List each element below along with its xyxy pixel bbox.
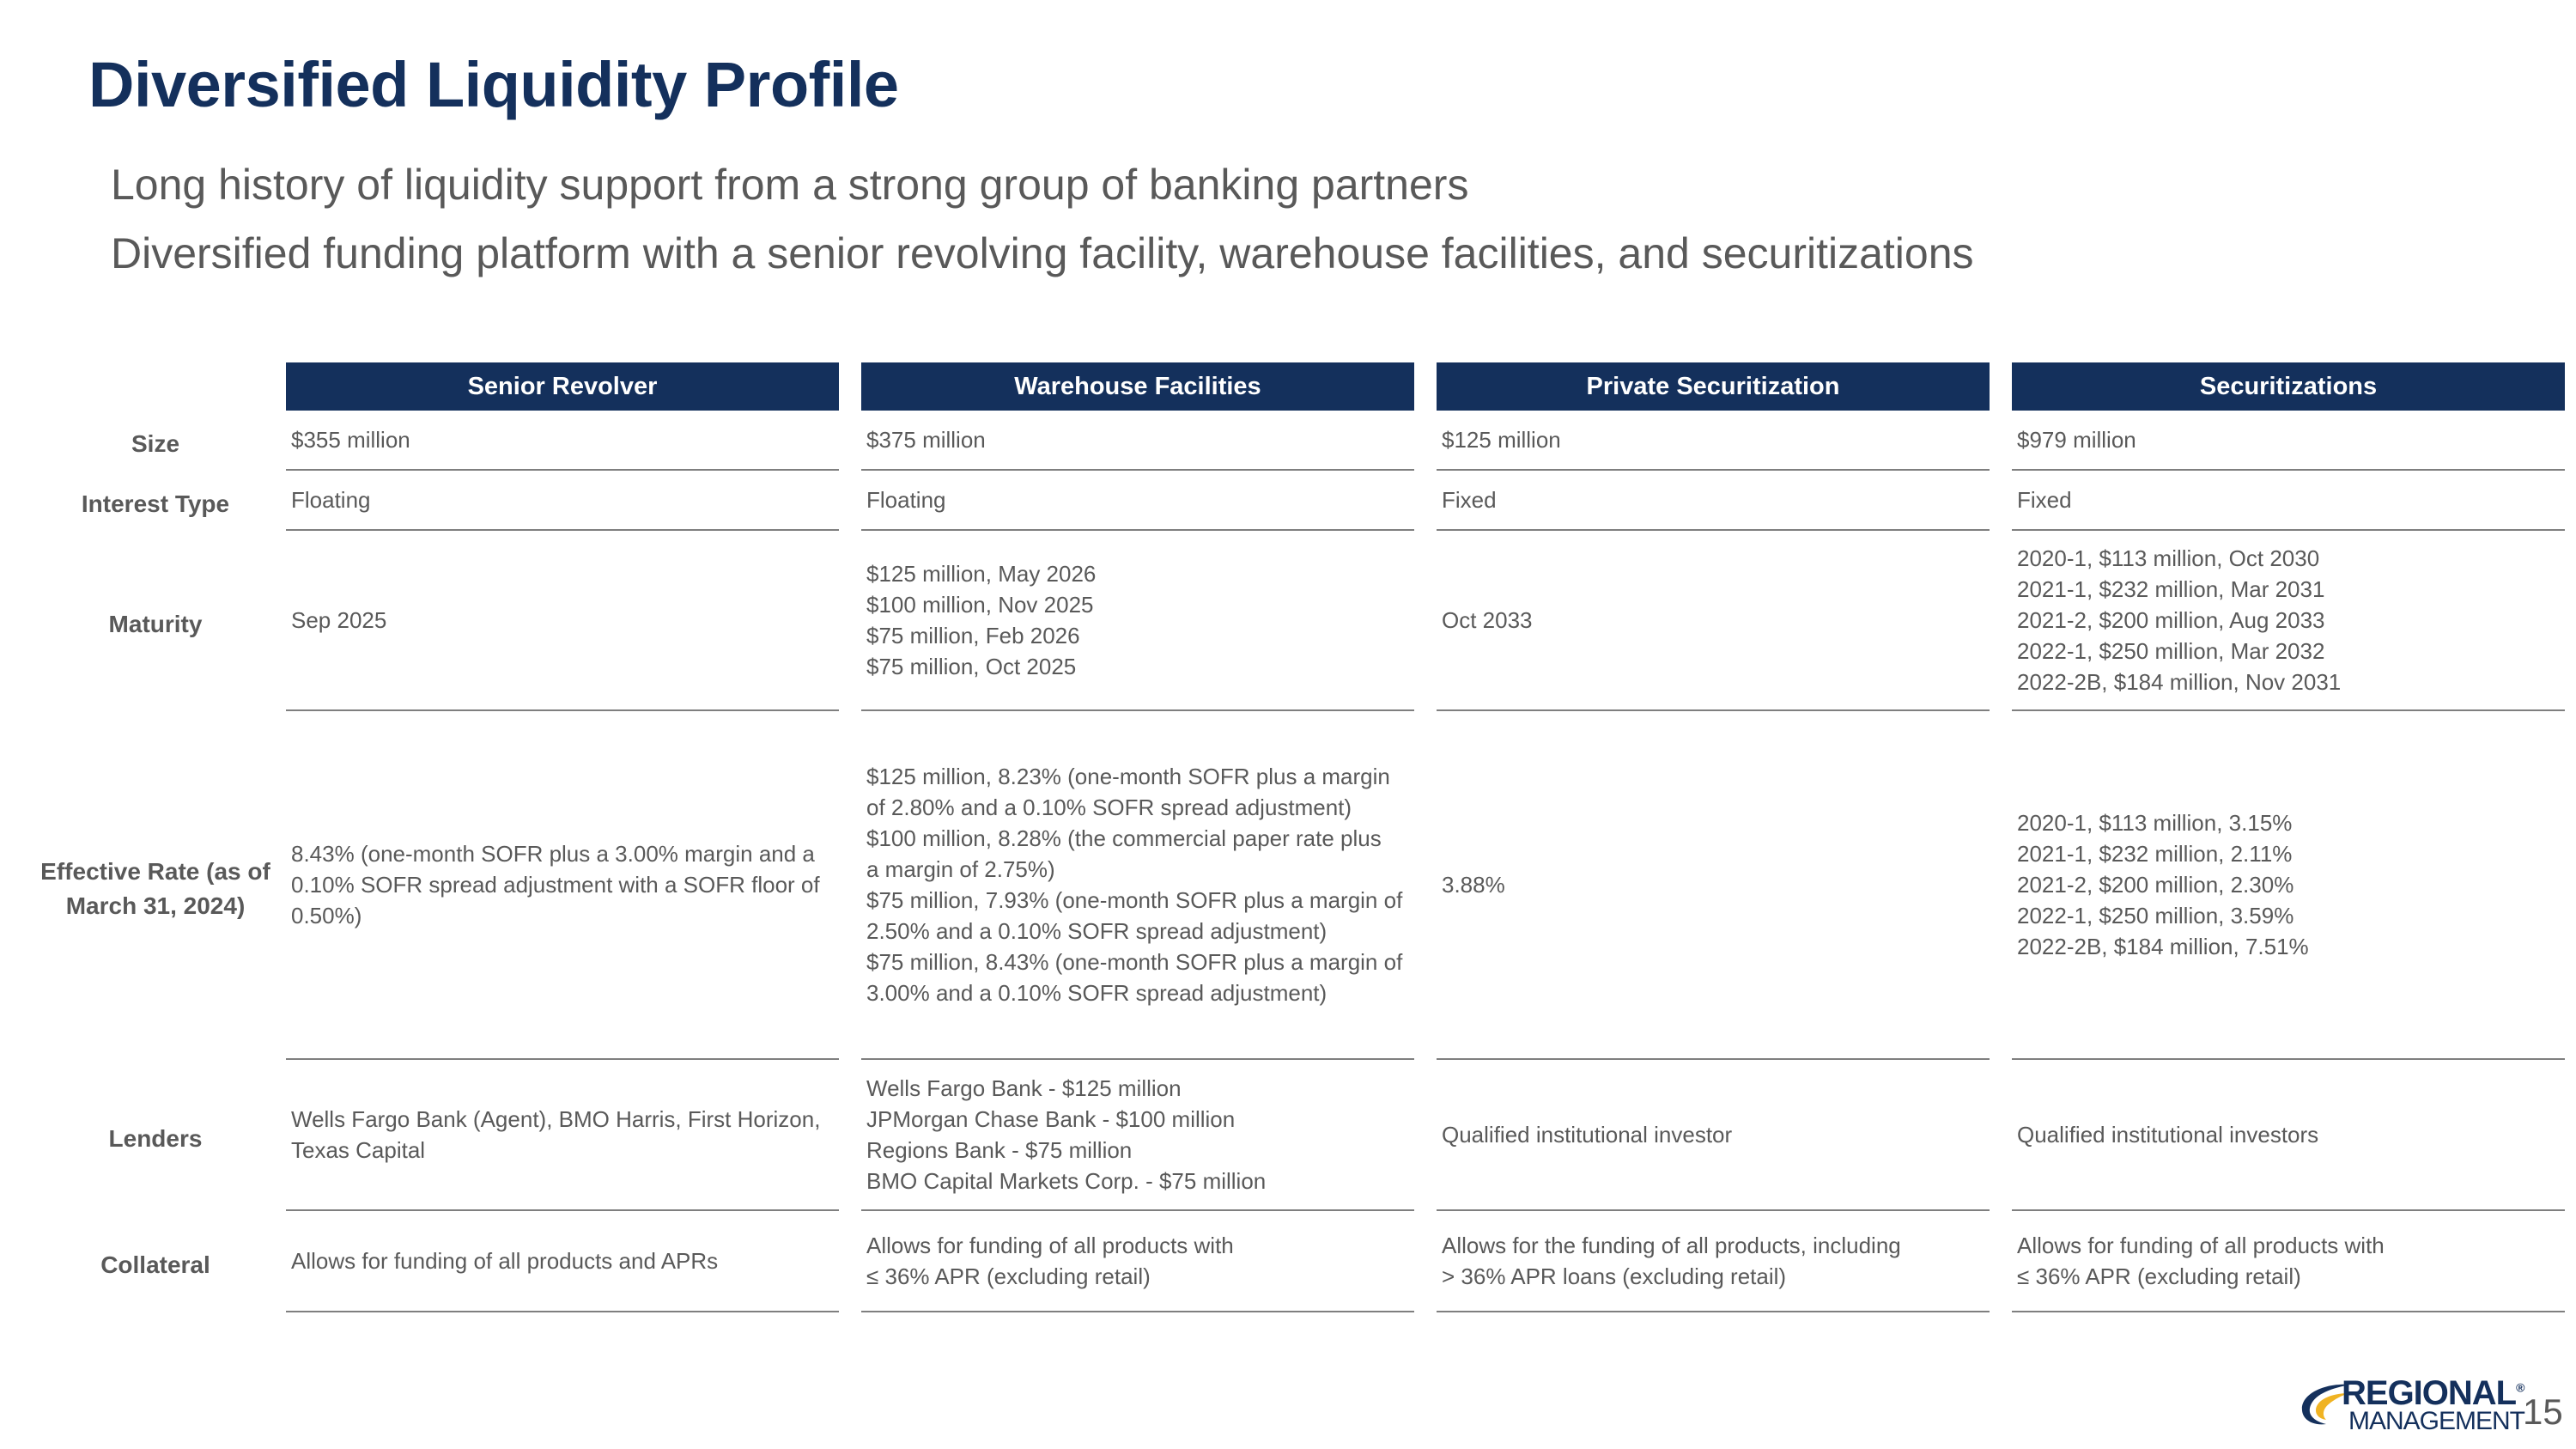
cell-text: Wells Fargo Bank (Agent), BMO Harris, First Horizon, Texas Capital xyxy=(291,1106,821,1163)
row-label-collateral: Collateral xyxy=(100,1251,210,1278)
cell-size xyxy=(861,411,1414,471)
cell-effective-rate xyxy=(286,711,839,1060)
cell-text: $125 million, 8.23% (one-month SOFR plus a margin of 2.80% and a 0.10% SOFR spread adjustment) $100 million, 8.28% (the commercial paper rate plus a margin of 2.75%) $75 million, 7.93% (one-month SOFR plus a margin of 2.50% and a 0.10% SOFR spread adjustment) $75 million, 8.43% (one-month SOFR plus a margin of 3.00% and a 0.10% SOFR spread adjustment) xyxy=(866,764,1403,1006)
logo-line2: MANAGEMENT xyxy=(2348,1407,2525,1435)
cell-lenders xyxy=(1437,1060,1990,1211)
cell-effective-rate xyxy=(861,711,1414,1060)
column-warehouse-facilities xyxy=(861,362,1414,1289)
cell-text: Allows for funding of all products with ≤ 36% APR (excluding retail) xyxy=(2017,1233,2385,1289)
cell-interest-type xyxy=(2012,471,2565,531)
regional-management-logo xyxy=(2297,1374,2525,1436)
column-private-securitization xyxy=(1437,362,1990,1289)
cell-maturity xyxy=(286,531,839,711)
cell-collateral xyxy=(1437,1211,1990,1312)
cell-effective-rate xyxy=(1437,711,1990,1060)
cell-text: Floating xyxy=(291,487,371,513)
cell-text: Allows for funding of all products and APRs xyxy=(291,1248,719,1274)
cell-collateral xyxy=(2012,1211,2565,1312)
cell-size xyxy=(1437,411,1990,471)
cell-text: Wells Fargo Bank - $125 million JPMorgan Chase Bank - $100 million Regions Bank - $75 million BMO Capital Markets Corp. - $75 million xyxy=(866,1075,1267,1194)
cell-maturity xyxy=(1437,531,1990,711)
cell-text: Sep 2025 xyxy=(291,607,387,633)
cell-text: 2020-1, $113 million, 3.15% 2021-1, $232 million, 2.11% 2021-2, $200 million, 2.30% 2022-1, $250 million, 3.59% 2022-2B, $184 million, 7.51% xyxy=(2017,810,2309,959)
cell-text: Fixed xyxy=(2017,487,2072,513)
cell-size xyxy=(286,411,839,471)
cell-text: $375 million xyxy=(866,427,986,453)
logo-line1: REGIONAL® xyxy=(2342,1374,2524,1412)
cell-text: $979 million xyxy=(2017,427,2136,453)
cell-lenders xyxy=(2012,1060,2565,1211)
subtitle-funding-platform: Diversified funding platform with a senior revolving facility, warehouse facilities, and securitizations xyxy=(111,229,1974,277)
cell-text: Floating xyxy=(866,487,946,513)
cell-size xyxy=(2012,411,2565,471)
cell-text: $355 million xyxy=(291,427,410,453)
cell-interest-type xyxy=(861,471,1414,531)
cell-text: 8.43% (one-month SOFR plus a 3.00% margin and a 0.10% SOFR spread adjustment with a SOFR floor of 0.50%) xyxy=(291,841,820,928)
cell-collateral xyxy=(861,1211,1414,1312)
cell-interest-type xyxy=(286,471,839,531)
cell-interest-type xyxy=(1437,471,1990,531)
column-senior-revolver xyxy=(286,362,839,1274)
cell-lenders xyxy=(286,1060,839,1211)
cell-maturity xyxy=(2012,531,2565,711)
cell-collateral xyxy=(286,1211,839,1312)
cell-text: $125 million, May 2026 $100 million, Nov 2025 $75 million, Feb 2026 $75 million, Oct 2025 xyxy=(866,561,1097,679)
row-label-size: Size xyxy=(131,430,180,457)
row-label-lenders: Lenders xyxy=(108,1125,203,1152)
cell-text: Fixed xyxy=(1442,487,1497,513)
row-label-maturity: Maturity xyxy=(108,611,203,637)
cell-text: $125 million xyxy=(1442,427,1561,453)
page-number: 15 xyxy=(2523,1391,2563,1432)
column-header: Securitizations xyxy=(2012,362,2565,411)
column-header: Private Securitization xyxy=(1437,362,1990,411)
cell-effective-rate xyxy=(2012,711,2565,1060)
cell-maturity xyxy=(861,531,1414,711)
cell-text: 2020-1, $113 million, Oct 2030 2021-1, $232 million, Mar 2031 2021-2, $200 million, Aug 2033 2022-1, $250 million, Mar 2032 2022-2B, $184 million, Nov 2031 xyxy=(2017,545,2342,695)
row-label-interest-type: Interest Type xyxy=(81,490,230,517)
row-label-effective-rate: Effective Rate (as of March 31, 2024) xyxy=(40,858,270,919)
cell-text: 3.88% xyxy=(1442,872,1505,898)
cell-text: Allows for funding of all products with ≤ 36% APR (excluding retail) xyxy=(866,1233,1234,1289)
column-header: Senior Revolver xyxy=(286,362,839,411)
subtitle-banking-partners: Long history of liquidity support from a strong group of banking partners xyxy=(111,161,1469,209)
cell-lenders xyxy=(861,1060,1414,1211)
column-header: Warehouse Facilities xyxy=(861,362,1414,411)
cell-text: Allows for the funding of all products, including > 36% APR loans (excluding retail) xyxy=(1442,1233,1901,1289)
cell-text: Qualified institutional investors xyxy=(2017,1122,2319,1148)
cell-text: Oct 2033 xyxy=(1442,607,1533,633)
column-securitizations xyxy=(2012,362,2565,1289)
cell-text: Qualified institutional investor xyxy=(1442,1122,1733,1148)
page-title: Diversified Liquidity Profile xyxy=(88,49,899,120)
